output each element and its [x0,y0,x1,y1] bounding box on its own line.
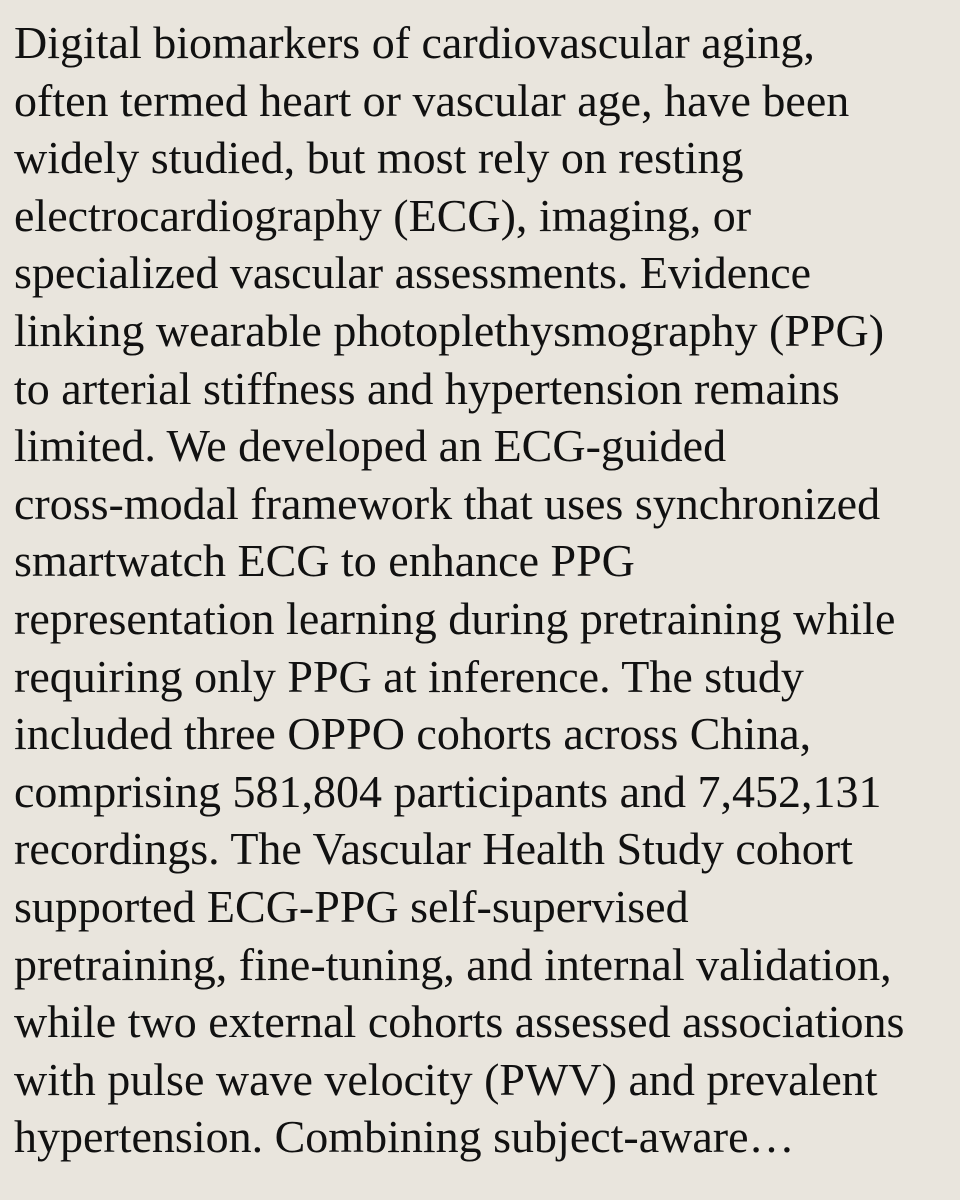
text-line: often termed heart or vascular age, have been [14,74,850,126]
text-line: representation learning during pretraining while [14,592,896,644]
text-line: Digital biomarkers of cardiovascular aging, [14,17,815,68]
text-line: cross-modal framework that uses synchronized [14,477,881,529]
text-line: comprising 581,804 participants and 7,452,131 [14,765,882,817]
text-line: with pulse wave velocity (PWV) and prevalent [14,1053,878,1105]
text-line: requiring only PPG at inference. The study [14,650,804,702]
text-line: specialized vascular assessments. Evidence [14,247,812,299]
text-line: supported ECG-PPG self-supervised [14,880,689,932]
text-line: to arterial stiffness and hypertension remains [14,362,840,414]
text-line: electrocardiography (ECG), imaging, or [14,189,752,241]
text-line: recordings. The Vascular Health Study cohort [14,823,853,875]
text-line: pretraining, fine-tuning, and internal validation, [14,938,892,990]
text-line: hypertension. Combining subject-aware… [14,1111,795,1163]
text-line: limited. We developed an ECG-guided [14,420,727,472]
text-line: smartwatch ECG to enhance PPG [14,535,635,587]
text-line: widely studied, but most rely on resting [14,132,744,184]
text-line: included three OPPO cohorts across China, [14,708,812,760]
text-line: while two external cohorts assessed associations [14,996,905,1048]
text-line: linking wearable photoplethysmography (PPG) [14,304,885,356]
